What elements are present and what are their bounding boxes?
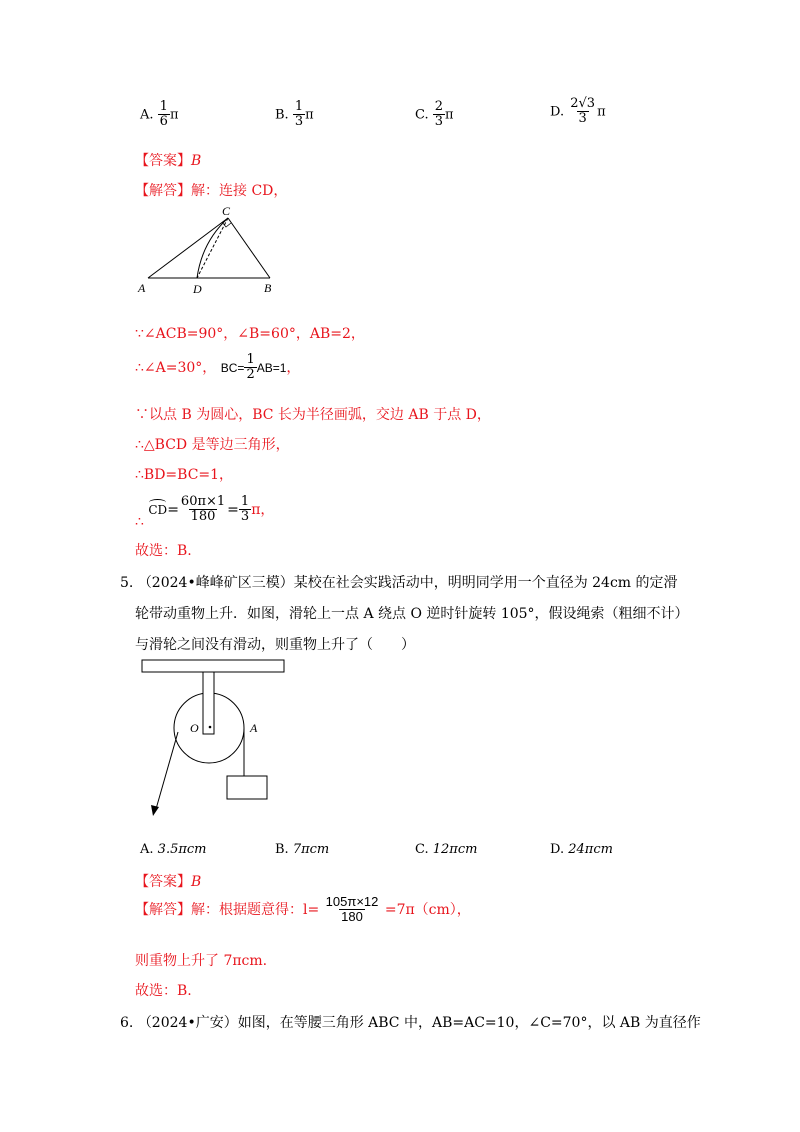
q4-option-d-fraction: $\frac{2√3}{3}$: [570, 96, 596, 127]
q4-option-a[interactable]: A. $\frac{1}{6}$ π: [140, 99, 179, 130]
segment-ac: [148, 218, 228, 278]
q5-text-line3: 与滑轮之间没有滑动，则重物上升了（ ）: [135, 637, 415, 653]
q4-line1: ∵∠ACB=90°，∠B=60°，AB=2，: [135, 326, 365, 342]
q4-option-d[interactable]: D. $\frac{2√3}{3}$ π: [550, 96, 606, 127]
label-c: C: [222, 204, 231, 218]
q4-line4: ∴△BCD 是等边三角形，: [135, 437, 290, 453]
q5-option-c[interactable]: C. 12πcm: [415, 842, 478, 857]
third-fraction: $\frac{1}{3}$: [240, 494, 250, 525]
q6-text-line1: 6. （2024•广安）如图，在等腰三角形 ABC 中，AB=AC=10，∠C=70°，以 AB 为直径作: [120, 1015, 701, 1031]
q5-option-a[interactable]: A. 3.5πcm: [140, 842, 207, 857]
triangle-figure: [130, 200, 290, 300]
label-b: B: [264, 281, 272, 295]
q5-text-line1: 5. （2024•峰峰矿区三模）某校在社会实践活动中，明明同学用一个直径为 24cm 的定滑: [120, 575, 678, 591]
q5-text-line2: 轮带动重物上升．如图，滑轮上一点 A 绕点 O 逆时针旋转 105°，假设绳索（粗细不计）: [135, 606, 689, 622]
q4-line3: ∵以点 B 为圆心，BC 长为半径画弧，交边 AB 于点 D，: [135, 407, 491, 423]
q5-solution: 【解答】解：根据题意得：l= $\frac{105\pi\times 12}{180}$ =7π（cm），: [135, 894, 471, 925]
weight-box: [227, 776, 267, 799]
q4-solution-intro: 【解答】解：连接 CD，: [135, 183, 288, 199]
q5-conclusion: 故选：B.: [135, 983, 192, 999]
ceiling-beam: [142, 660, 284, 672]
q4-conclusion: 故选：B.: [135, 543, 192, 559]
q4-option-c[interactable]: C. $\frac{2}{3}$ π: [415, 99, 454, 130]
segment-bc: [228, 218, 270, 278]
label-a-pulley: A: [250, 721, 258, 735]
rope-left: [156, 732, 178, 809]
q5-answer: 【答案】B: [135, 874, 202, 890]
q4-line5: ∴BD=BC=1，: [135, 467, 234, 483]
arc-cd-notation: CD: [148, 503, 167, 517]
arc-symbol: [149, 499, 166, 506]
pulley-axle-support: [203, 672, 214, 734]
q4-option-c-fraction: $\frac{2}{3}$: [434, 99, 444, 130]
label-d: D: [193, 282, 202, 296]
solution-fraction: $\frac{105\pi\times 12}{180}$: [325, 894, 379, 925]
pulley-figure: [138, 656, 288, 821]
center-point-o: [209, 726, 212, 729]
q4-line6: ∴ CD= $\frac{60\pi\times 1}{180}$ = $\frac{1}{3}$ π，: [135, 494, 275, 530]
q4-line2: ∴∠A=30°， BC= $\frac{1}{2}$ AB=1，: [135, 352, 301, 383]
q5-option-d[interactable]: D. 24πcm: [550, 842, 613, 857]
arc-length-fraction: $\frac{60\pi\times 1}{180}$: [180, 494, 226, 525]
half-fraction: $\frac{1}{2}$: [246, 352, 255, 383]
rope-arrow-icon: [151, 805, 159, 816]
q5-line2: 则重物上升了 7πcm.: [135, 953, 268, 969]
q4-option-b[interactable]: B. $\frac{1}{3}$ π: [275, 99, 314, 130]
q4-option-a-fraction: $\frac{1}{6}$: [159, 99, 168, 130]
q4-option-b-fraction: $\frac{1}{3}$: [294, 99, 304, 130]
label-o: O: [190, 721, 199, 735]
segment-cd-dashed: [197, 218, 228, 278]
q4-answer: 【答案】B: [135, 153, 202, 169]
label-a: A: [138, 281, 146, 295]
q5-option-b[interactable]: B. 7πcm: [275, 842, 330, 857]
